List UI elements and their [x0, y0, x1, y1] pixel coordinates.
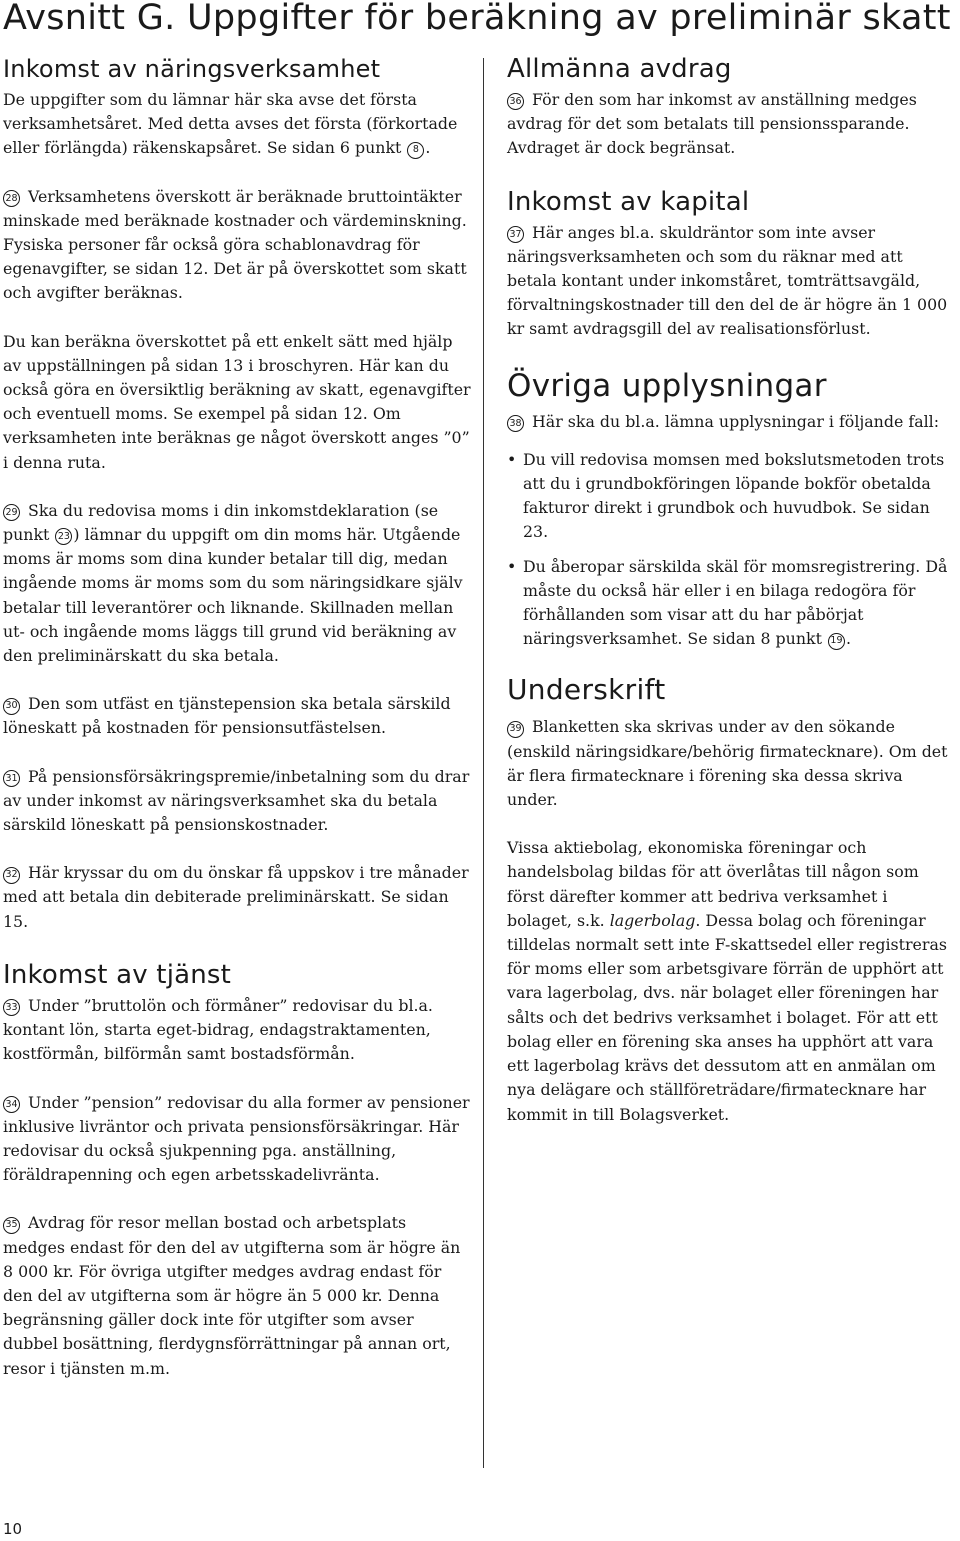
paragraph-38 — [507, 410, 957, 434]
paragraph-33-text: Under ”bruttolön och förmåner” redovisar du bl.a. kontant lön, starta eget-bidrag, endagstraktamenten, kostförmån, bilförmån samt bostadsförmån. — [3, 995, 433, 1064]
list-item-end: . — [845, 629, 851, 649]
paragraph-38-text: Här ska du bl.a. lämna upplysningar i följande fall: — [532, 411, 940, 431]
paragraph-39-text: Blanketten ska skrivas under av den sökande (enskild näringsidkare/behörig firmatecknare). Om det är flera firmatecknare i förening ska dessa skriva under. — [507, 717, 948, 810]
heading-inkomst-av-kapital: Inkomst av kapital — [507, 186, 750, 217]
paragraph-36-text: För den som har inkomst av anställning medges avdrag för det som betalats till pensionssparande. Avdraget är dock begränsat. — [507, 90, 917, 158]
ref-marker-8: 8 — [407, 142, 424, 159]
paragraph-39 — [507, 715, 957, 812]
bullet-icon: • — [507, 449, 517, 469]
paragraph-37 — [507, 221, 957, 342]
paragraph-32-text: Här kryssar du om du önskar få uppskov i tre månader med att betala din debiterade preliminärskatt. Se sidan 15. — [3, 863, 469, 931]
ref-marker-19: 19 — [828, 633, 845, 650]
item-marker-37: 37 — [507, 226, 524, 243]
bullet-icon: • — [507, 556, 517, 576]
item-marker-36: 36 — [507, 93, 524, 110]
list-item-text: Du vill redovisa momsen med bokslutsmetoden trots att du i grundbokföringen löpande bokför obetalda fakturor direkt i grundbok och huvudbok. Se sidan 23. — [523, 449, 945, 542]
paragraph-31 — [3, 765, 471, 838]
item-marker-33: 33 — [3, 999, 20, 1016]
right-column — [507, 52, 957, 1151]
page-number: 10 — [3, 1520, 23, 1538]
item-marker-35: 35 — [3, 1217, 20, 1234]
item-marker-29: 29 — [3, 504, 20, 521]
item-marker-28: 28 — [3, 190, 20, 207]
lagerbolag-term: lagerbolag — [609, 910, 696, 930]
left-column — [3, 52, 471, 1405]
list-item — [507, 555, 957, 652]
paragraph-29-text-b: ) lämnar du uppgift om din moms här. Utgående moms är moms som dina kunder betalar till dig, medan ingående moms är moms som du som näringsidkare själv betalar till leverantörer och liknande. Skillnaden mellan ut- och ingående moms läggs till grund vid beräkning av den preliminärskatt du ska betala. — [3, 525, 463, 666]
ref-marker-23: 23 — [55, 528, 72, 545]
item-marker-31: 31 — [3, 770, 20, 787]
lagerbolag-text-a: Vissa aktiebolag, ekonomiska föreningar och handelsbolag bildas för att överlåtas till någon som först därefter kommer att bedriva verksamhet i bolaget, s.k. — [507, 838, 919, 930]
paragraph-34-text: Under ”pension” redovisar du alla former av pensioner inklusive livräntor och privata pensionsförsäkringar. Här redovisar du också sjukpenning pga. anställning, föräldrapenning och egen arbetsskadelivränta. — [3, 1092, 470, 1185]
item-marker-30: 30 — [3, 698, 20, 715]
intro-text: De uppgifter som du lämnar här ska avse det första verksamhetsåret. Med detta avses det första (förkortade eller förlängda) räkenskapsåret. Se sidan 6 punkt — [3, 90, 458, 158]
upplysningar-list — [507, 448, 957, 652]
paragraph-34 — [3, 1091, 471, 1188]
list-item-text: Du åberopar särskilda skäl för momsregistrering. Då måste du också här eller i en bilaga redogöra för förhållanden som visar att du har påbörjat näringsverksamhet. Se sidan 8 punkt — [523, 556, 948, 649]
heading-ovriga-upplysningar: Övriga upplysningar — [507, 367, 827, 404]
paragraph-29 — [3, 499, 471, 668]
paragraph-33 — [3, 994, 471, 1067]
paragraph-35 — [3, 1211, 471, 1380]
item-marker-38: 38 — [507, 415, 524, 432]
lagerbolag-paragraph — [507, 836, 957, 1126]
item-marker-32: 32 — [3, 867, 20, 884]
list-item — [507, 448, 957, 545]
heading-naringsverksamhet: Inkomst av näringsverksamhet — [3, 55, 381, 83]
column-divider — [483, 58, 484, 1468]
paragraph-36 — [507, 88, 957, 161]
paragraph-37-text: Här anges bl.a. skuldräntor som inte avser näringsverksamheten och som du räknar med att betala kontant under inkomståret, tomträttsavgäld, förvaltningskostnader till den del de är högre än 1 000 kr samt avdragsgill del av realisationsförlust. — [507, 222, 948, 339]
heading-allmanna-avdrag: Allmänna avdrag — [507, 54, 732, 84]
paragraph-31-text: På pensionsförsäkringspremie/inbetalning som du drar av under inkomst av näringsverksamhet ska du betala särskild löneskatt på pensionskostnader. — [3, 766, 470, 835]
paragraph-35-text: Avdrag för resor mellan bostad och arbetsplats medges endast för den del av utgifterna som är högre än 8 000 kr. För övriga utgifter medges avdrag endast för den del av utgifterna som är högre än 5 000 kr. Denna begränsning gäller dock inte för utgifter som avser dubbel bosättning, flerdygnsförrättningar på annan ort, resor i tjänsten m.m. — [3, 1213, 461, 1378]
paragraph-30-text: Den som utfäst en tjänstepension ska betala särskild löneskatt på kostnaden för pensionsutfästelsen. — [3, 694, 451, 738]
page-title: Avsnitt G. Uppgifter för beräkning av preliminär skatt — [3, 0, 951, 38]
paragraph-29-text-a: Ska du redovisa moms i din inkomstdeklaration (se punkt — [3, 500, 439, 545]
heading-underskrift: Underskrift — [507, 673, 666, 707]
paragraph-28 — [3, 185, 471, 306]
item-marker-39: 39 — [507, 721, 524, 738]
paragraph-28-text: Verksamhetens överskott är beräknade bruttointäkter minskade med beräknade kostnader och värdeminskning. Fysiska personer får också göra schablonavdrag för egenavgifter, se sidan 12. Det är på överskottet som skatt och avgifter beräknas. — [3, 186, 467, 303]
paragraph-30 — [3, 692, 471, 740]
intro-paragraph — [3, 88, 471, 161]
intro-end: . — [425, 138, 431, 158]
lagerbolag-text-b: . Dessa bolag och föreningar tilldelas normalt sett inte F-skattsedel eller registreras för moms eller som arbetsgivare förrän de upphört att vara lagerbolag, dvs. när bolaget eller föreningen har sålts och det bedrivs verksamhet i bolaget. För att ett bolag eller en förening ska anses ha upphört att vara ett lagerbolag krävs det dessutom att en anmälan om nya delägare och ställföreträdare/firmatecknare har kommit in till Bolagsverket. — [507, 910, 947, 1124]
paragraph-32 — [3, 861, 471, 934]
item-marker-34: 34 — [3, 1096, 20, 1113]
paragraph-28-followup: Du kan beräkna överskottet på ett enkelt sätt med hjälp av uppställningen på sidan 13 i broschyren. Här kan du också göra en översiktlig beräkning av skatt, egenavgifter och eventuell moms. Se exempel på sidan 12. Om verksamheten inte beräknas ge något överskott anges ”0” i denna ruta. — [3, 331, 471, 472]
heading-tjanst: Inkomst av tjänst — [3, 959, 232, 990]
